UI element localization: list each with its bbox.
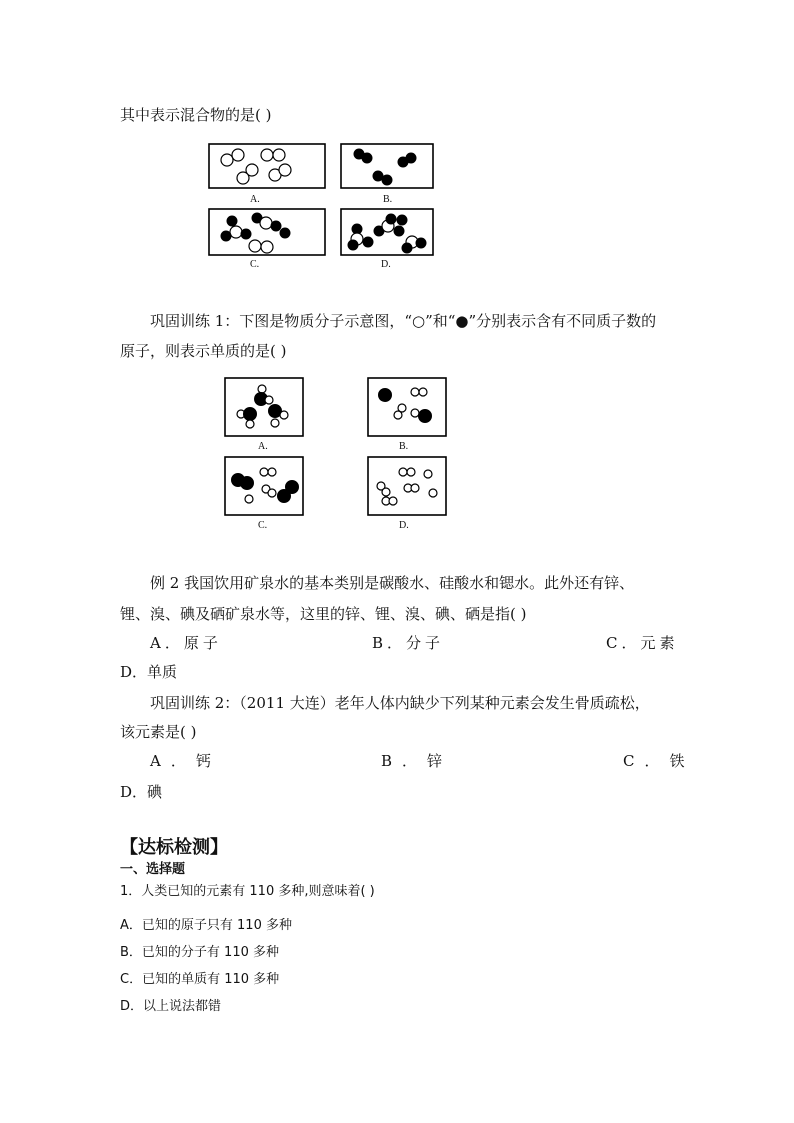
example2-option-d: D．单质 [120, 663, 178, 681]
example2-option-c: C．元素 [606, 634, 679, 652]
example2-option-b: B．分子 [372, 634, 445, 652]
test-q1-option-b: B．已知的分子有 110 多种 [120, 945, 279, 960]
practice1-line1: 巩固训练 1：下图是物质分子示意图，“○”和“●”分别表示含有不同质子数的 [150, 312, 657, 330]
diagram-c [225, 457, 303, 515]
question-mixture-intro: 其中表示混合物的是( ) [120, 106, 272, 124]
test-question-1: 1．人类已知的元素有 110 多种,则意味着( ) [120, 884, 375, 899]
fig1-label-a: A. [250, 194, 260, 205]
fig2-label-b: B. [399, 441, 409, 452]
fig1-label-b: B. [383, 194, 393, 205]
fig1-label-d: D. [381, 259, 391, 270]
figure-mixture-diagrams [205, 140, 445, 280]
example2-line2: 锂、溴、碘及硒矿泉水等，这里的锌、锂、溴、碘、硒是指( ) [120, 605, 527, 623]
practice2-option-d: D．碘 [120, 783, 163, 801]
diagram-b [368, 378, 446, 436]
figure-element-diagrams [222, 375, 452, 535]
fig1-label-c: C. [250, 259, 260, 270]
practice2-option-a: A．钙 [150, 752, 221, 770]
fig2-label-c: C. [258, 520, 268, 531]
fig2-label-a: A. [258, 441, 268, 452]
practice2-option-b: B．锌 [381, 752, 453, 770]
test-q1-option-d: D．以上说法都错 [120, 999, 222, 1014]
diagram-a [209, 144, 325, 188]
practice2-line1: 巩固训练 2：（2011 大连）老年人体内缺少下列某种元素会发生骨质疏松， [150, 694, 650, 712]
test-q1-option-c: C．已知的单质有 110 多种 [120, 972, 280, 987]
example2-option-a: A．原子 [150, 634, 222, 652]
diagram-a [225, 378, 303, 436]
diagram-b [341, 144, 433, 188]
diagram-c [209, 209, 325, 255]
fig2-label-d: D. [399, 520, 409, 531]
diagram-d [341, 209, 433, 255]
practice2-option-c: C．铁 [623, 752, 695, 770]
example2-line1: 例 2 我国饮用矿泉水的基本类别是碳酸水、硅酸水和锶水。此外还有锌、 [150, 574, 635, 592]
section-title: 【达标检测】 [120, 837, 228, 858]
practice1-line2: 原子，则表示单质的是( ) [120, 342, 287, 360]
diagram-d [368, 457, 446, 515]
practice2-line2: 该元素是( ) [120, 723, 197, 741]
section-subtitle: 一、选择题 [120, 862, 186, 877]
test-q1-option-a: A．已知的原子只有 110 多种 [120, 918, 292, 933]
